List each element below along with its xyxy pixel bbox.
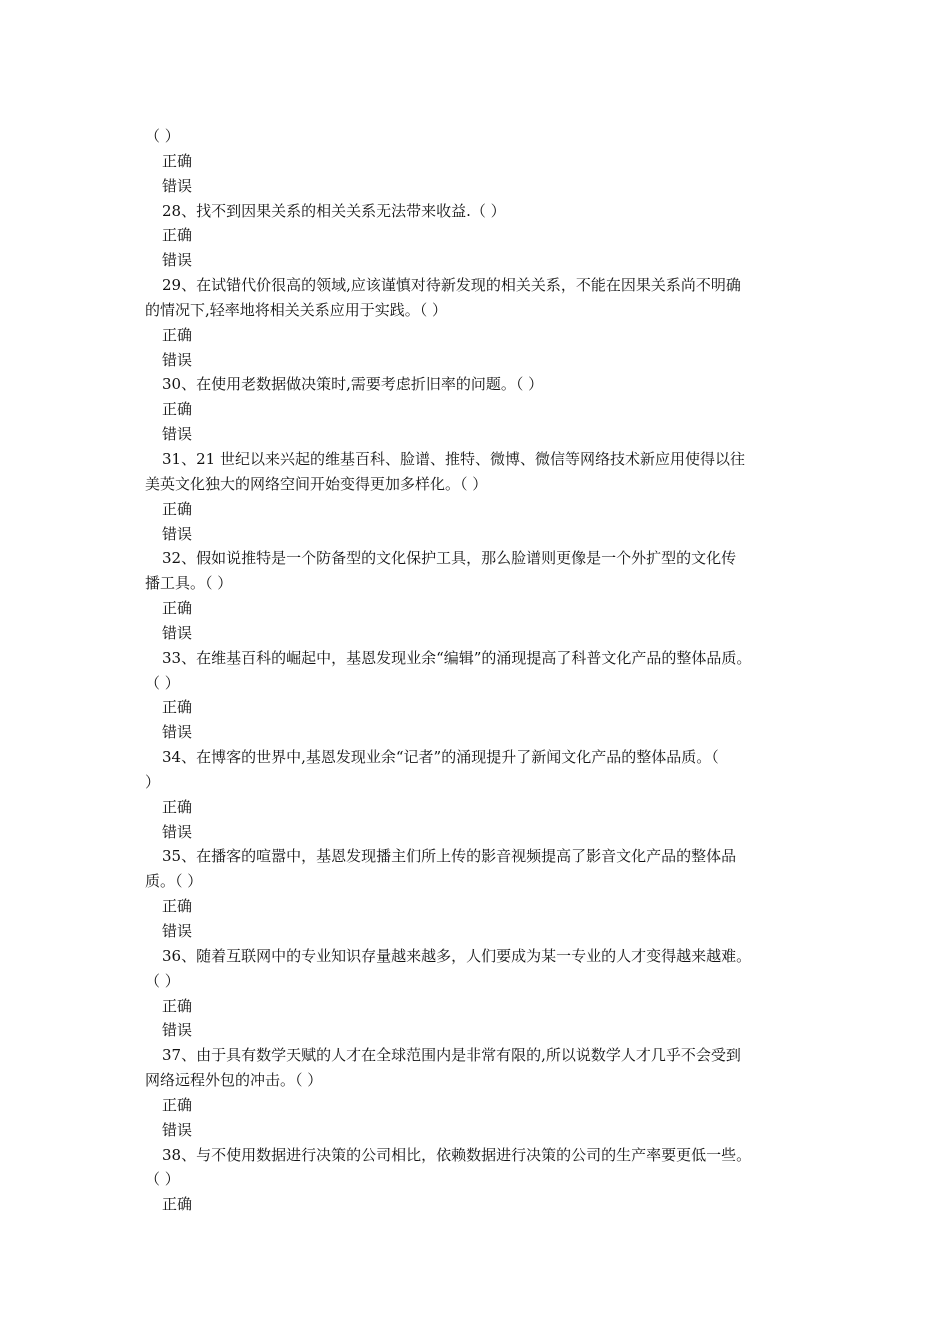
question-continuation: （ ） [145,127,180,145]
question-text: 29、在试错代价很高的领域,应该谨慎对待新发现的相关关系，不能在因果关系尚不明确 [162,276,741,295]
question-continuation: （ ） [145,1170,180,1189]
option-false: 错误 [162,1120,193,1139]
option-false: 错误 [162,723,193,742]
question-text: 35、在播客的喧嚣中，基恩发现播主们所上传的影音视频提高了影音文化产品的整体品 [162,847,737,866]
question-continuation: （ ） [145,971,180,990]
option-true: 正确 [162,226,193,245]
question-continuation: 播工具。（ ） [145,574,233,593]
option-false: 错误 [162,822,193,841]
option-false: 错误 [162,176,193,195]
option-true: 正确 [162,599,193,618]
question-text: 30、在使用老数据做决策时,需要考虑折旧率的问题。（ ） [162,375,544,394]
document-page [0,124,950,1217]
option-false: 错误 [162,350,193,369]
option-true: 正确 [162,797,193,816]
option-false: 错误 [162,1021,193,1040]
option-true: 正确 [162,400,193,419]
question-continuation: （ ） [145,673,180,692]
option-false: 错误 [162,251,193,270]
question-text: 31、21 世纪以来兴起的维基百科、脸谱、推特、微博、微信等网络技术新应用使得以往 [162,449,745,468]
option-false: 错误 [162,425,193,444]
option-false: 错误 [162,922,193,940]
option-true: 正确 [162,325,193,344]
question-continuation: 美英文化独大的网络空间开始变得更加多样化。（ ） [145,474,488,493]
option-true: 正确 [162,698,193,717]
option-true: 正确 [162,897,193,916]
option-false: 错误 [162,623,193,642]
question-continuation: 质。（ ） [145,872,203,891]
option-true: 正确 [162,151,193,170]
question-text: 38、与不使用数据进行决策的公司相比，依赖数据进行决策的公司的生产率要更低一些。 [162,1145,752,1164]
question-text: 34、在博客的世界中,基恩发现业余“记者”的涌现提升了新闻文化产品的整体品质。（ [162,748,719,767]
question-continuation: 网络远程外包的冲击。（ ） [145,1071,323,1090]
option-true: 正确 [162,499,193,518]
option-true: 正确 [162,1195,193,1214]
option-false: 错误 [162,524,193,543]
question-continuation: ） [145,772,161,791]
option-true: 正确 [162,1095,193,1114]
question-text: 33、在维基百科的崛起中，基恩发现业余“编辑”的涌现提高了科普文化产品的整体品质。 [162,648,752,667]
question-text: 32、假如说推特是一个防备型的文化保护工具，那么脸谱则更像是一个外扩型的文化传 [162,549,737,568]
question-text: 28、找不到因果关系的相关关系无法带来收益.（ ） [162,201,506,220]
question-continuation: 的情况下,轻率地将相关关系应用于实践。（ ） [145,300,448,319]
question-text: 37、由于具有数学天赋的人才在全球范围内是非常有限的,所以说数学人才几乎不会受到 [162,1046,741,1065]
question-text: 36、随着互联网中的专业知识存量越来越多，人们要成为某一专业的人才变得越来越难。 [162,946,752,965]
option-true: 正确 [162,996,193,1015]
